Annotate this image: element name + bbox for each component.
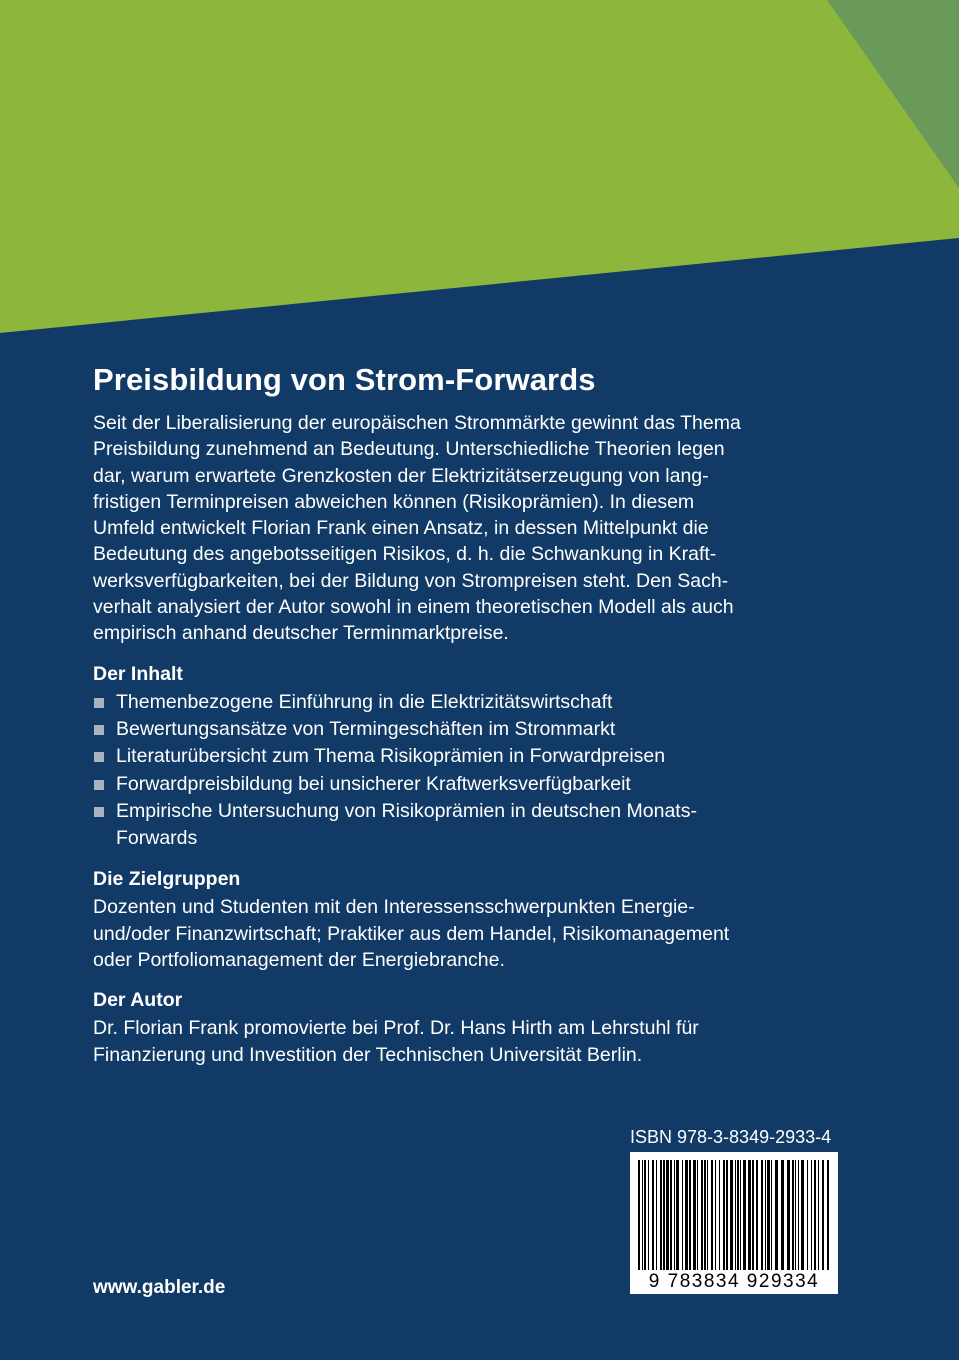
barcode-bar bbox=[743, 1160, 746, 1270]
barcode-bar bbox=[723, 1160, 725, 1270]
intro-line: fristigen Terminpreisen abweichen können (Risikoprämien). In diesem bbox=[93, 490, 695, 513]
barcode-bar bbox=[752, 1160, 754, 1270]
barcode-bar bbox=[666, 1160, 669, 1270]
barcode-bar bbox=[670, 1160, 672, 1270]
barcode-bar bbox=[801, 1160, 804, 1270]
intro-line: empirisch anhand deutscher Terminmarktpreise. bbox=[93, 622, 509, 645]
autor-paragraph bbox=[93, 1015, 853, 1068]
autor-heading: Der Autor bbox=[93, 989, 183, 1012]
barcode-bar bbox=[748, 1160, 751, 1270]
inhalt-heading: Der Inhalt bbox=[93, 662, 183, 685]
barcode-bar bbox=[781, 1160, 784, 1270]
zielgruppen-paragraph bbox=[93, 894, 853, 973]
square-bullet-icon bbox=[94, 725, 104, 735]
square-bullet-icon bbox=[94, 698, 104, 708]
inhalt-list-item bbox=[93, 798, 853, 853]
green-edge-mark bbox=[952, 215, 959, 237]
inhalt-list-item bbox=[93, 716, 853, 743]
barcode-bar bbox=[638, 1160, 640, 1270]
book-title: Preisbildung von Strom-Forwards bbox=[93, 362, 596, 397]
barcode-bar bbox=[822, 1160, 824, 1270]
zielgruppen-heading: Die Zielgruppen bbox=[93, 868, 241, 891]
barcode-bar bbox=[765, 1160, 766, 1270]
barcode-bar bbox=[711, 1160, 713, 1270]
barcode-bar bbox=[648, 1160, 649, 1270]
publisher-url[interactable]: www.gabler.de bbox=[93, 1277, 226, 1298]
inhalt-item-text: Bewertungsansätze von Termingeschäften im Strommarkt bbox=[116, 717, 616, 740]
zielgruppen-line: und/oder Finanzwirtschaft; Praktiker aus dem Handel, Risikomanagement bbox=[93, 922, 730, 945]
barcode-bar bbox=[689, 1160, 691, 1270]
isbn-block bbox=[630, 1127, 838, 1294]
barcode-bar bbox=[674, 1160, 675, 1270]
barcode-bar bbox=[676, 1160, 679, 1270]
inhalt-item-text: Themenbezogene Einführung in die Elektrizitätswirtschaft bbox=[116, 690, 613, 713]
barcode-bar bbox=[726, 1160, 728, 1270]
barcode-bar bbox=[682, 1160, 683, 1270]
barcode-digits: 9 783834 929334 bbox=[648, 1271, 820, 1292]
inhalt-item-text: Literaturübersicht zum Thema Risikoprämien in Forwardpreisen bbox=[116, 745, 666, 768]
barcode-bar bbox=[652, 1160, 654, 1270]
intro-line: Umfeld entwickelt Florian Frank einen Ansatz, in dessen Mittelpunkt die bbox=[93, 517, 709, 540]
square-bullet-icon bbox=[94, 780, 104, 790]
autor-line: Finanzierung und Investition der Technischen Universität Berlin. bbox=[93, 1043, 643, 1066]
barcode-bar bbox=[642, 1160, 643, 1270]
barcode-bar bbox=[693, 1160, 696, 1270]
barcode-bar bbox=[756, 1160, 758, 1270]
intro-line: werksverfügbarkeiten, bei der Bildung von Strompreisen steht. Den Sach- bbox=[93, 569, 729, 592]
barcode-bar bbox=[818, 1160, 819, 1270]
barcode-bar bbox=[740, 1160, 741, 1270]
zielgruppen-line: oder Portfoliomanagement der Energiebranche. bbox=[93, 949, 505, 972]
barcode-bar bbox=[737, 1160, 739, 1270]
blurb-paragraph bbox=[93, 410, 853, 647]
barcode-bar bbox=[697, 1160, 698, 1270]
back-cover-text bbox=[93, 362, 853, 1068]
zielgruppen-line: Dozenten und Studenten mit den Interessensschwerpunkten Energie- bbox=[93, 896, 695, 919]
barcode-bar bbox=[807, 1160, 808, 1270]
square-bullet-icon bbox=[94, 752, 104, 762]
barcode-bar bbox=[685, 1160, 688, 1270]
barcode-bar bbox=[704, 1160, 706, 1270]
square-bullet-icon bbox=[94, 807, 104, 817]
barcode-bar bbox=[735, 1160, 736, 1270]
barcode-bar bbox=[656, 1160, 657, 1270]
intro-line: Preisbildung zunehmend an Bedeutung. Unterschiedliche Theorien legen bbox=[93, 438, 725, 461]
barcode-bar bbox=[767, 1160, 770, 1270]
barcode-bar bbox=[644, 1160, 646, 1270]
inhalt-list-item bbox=[93, 771, 853, 798]
intro-line: verhalt analysiert der Autor sowohl in einem theoretischen Modell als auch bbox=[93, 596, 734, 619]
inhalt-item-text: Forwardpreisbildung bei unsicherer Kraftwerksverfügbarkeit bbox=[116, 772, 631, 795]
barcode-bar bbox=[775, 1160, 778, 1270]
autor-line: Dr. Florian Frank promovierte bei Prof. Dr. Hans Hirth am Lehrstuhl für bbox=[93, 1017, 699, 1040]
barcode-bar bbox=[811, 1160, 812, 1270]
intro-line: Bedeutung des angebotsseitigen Risikos, d. h. die Schwankung in Kraft- bbox=[93, 543, 717, 566]
barcode bbox=[630, 1152, 838, 1294]
barcode-bar bbox=[827, 1160, 829, 1270]
barcode-bar bbox=[707, 1160, 708, 1270]
isbn-label: ISBN 978-3-8349-2933-4 bbox=[630, 1127, 832, 1147]
barcode-bar bbox=[792, 1160, 794, 1270]
barcode-bar bbox=[715, 1160, 716, 1270]
intro-line: Seit der Liberalisierung der europäischen Strommärkte gewinnt das Thema bbox=[93, 412, 741, 434]
barcode-bar bbox=[787, 1160, 790, 1270]
barcode-bar bbox=[795, 1160, 796, 1270]
barcode-bar bbox=[660, 1160, 662, 1270]
inhalt-list-item bbox=[93, 743, 853, 770]
inhalt-list-item bbox=[93, 689, 853, 716]
inhalt-list bbox=[93, 689, 853, 853]
barcode-bar bbox=[719, 1160, 720, 1270]
barcode-bar bbox=[701, 1160, 703, 1270]
barcode-bar bbox=[730, 1160, 733, 1270]
inhalt-item-text: Forwards bbox=[116, 827, 198, 850]
barcode-bar bbox=[798, 1160, 799, 1270]
barcode-bar bbox=[663, 1160, 665, 1270]
barcode-bar bbox=[771, 1160, 772, 1270]
barcode-bar bbox=[761, 1160, 763, 1270]
intro-line: dar, warum erwartete Grenzkosten der Elektrizitätserzeugung von lang- bbox=[93, 464, 709, 487]
barcode-bar bbox=[814, 1160, 816, 1270]
inhalt-item-text: Empirische Untersuchung von Risikoprämien in deutschen Monats- bbox=[116, 799, 697, 822]
